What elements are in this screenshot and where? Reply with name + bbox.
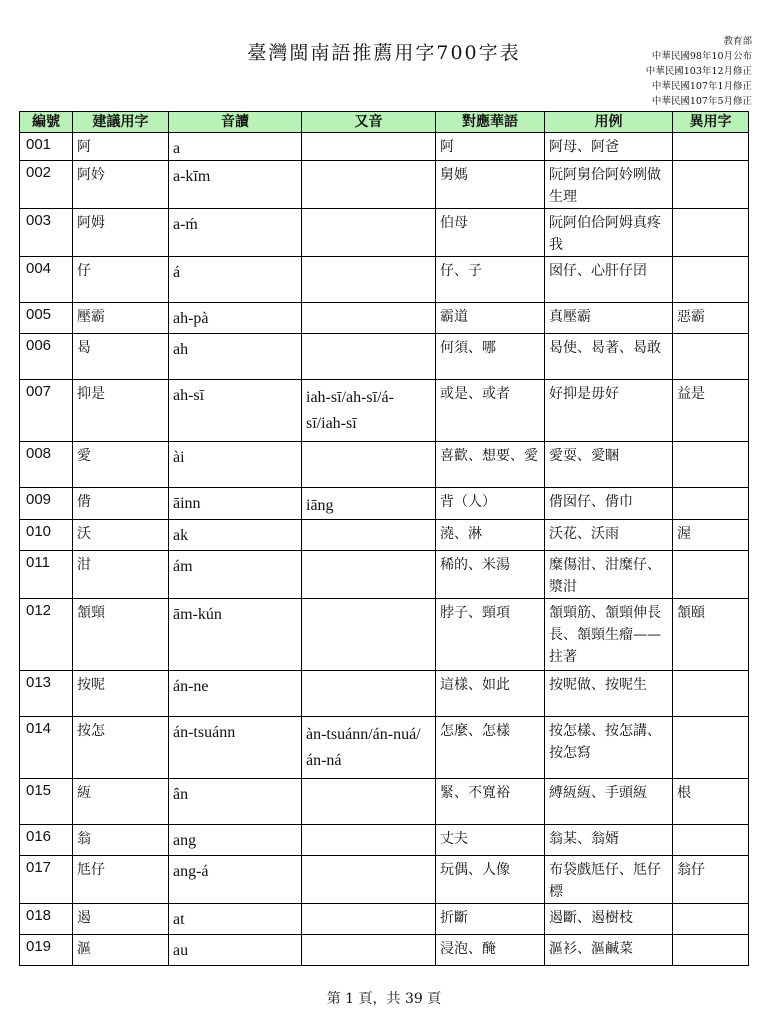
recommended-character: 壓霸	[73, 303, 169, 334]
alternate-reading	[302, 334, 436, 380]
variant-character	[673, 334, 749, 380]
row-number: 009	[20, 488, 73, 520]
table-row	[20, 779, 749, 825]
variant-character	[673, 551, 749, 599]
usage-example: 愛耍、愛睏	[545, 442, 673, 488]
reading: ân	[169, 779, 302, 825]
table-row	[20, 380, 749, 442]
recommended-character: 按怎	[73, 717, 169, 779]
alternate-reading	[302, 303, 436, 334]
usage-example: 遏斷、遏樹枝	[545, 904, 673, 935]
table-row	[20, 303, 749, 334]
alternate-reading: iah-sī/ah-sī/á-sī/iah-sī	[302, 380, 436, 442]
variant-character	[673, 717, 749, 779]
mandarin-equivalent: 霸道	[436, 303, 545, 334]
table-row	[20, 488, 749, 520]
reading: án-ne	[169, 671, 302, 717]
variant-character: 根	[673, 779, 749, 825]
variant-character	[673, 935, 749, 966]
variant-character	[673, 825, 749, 856]
row-number: 006	[20, 334, 73, 380]
usage-example: 按怎樣、按怎講、按怎寫	[545, 717, 673, 779]
row-number: 003	[20, 209, 73, 257]
usage-example: 按呢做、按呢生	[545, 671, 673, 717]
mandarin-equivalent: 背（人）	[436, 488, 545, 520]
usage-example: 糜傷泔、泔糜仔、漿泔	[545, 551, 673, 599]
mandarin-equivalent: 緊、不寬裕	[436, 779, 545, 825]
table-row	[20, 599, 749, 671]
row-number: 005	[20, 303, 73, 334]
mandarin-equivalent: 喜歡、想要、愛	[436, 442, 545, 488]
table-header-row	[20, 112, 749, 133]
recommended-character: 漚	[73, 935, 169, 966]
mandarin-equivalent: 舅媽	[436, 161, 545, 209]
recommended-character: 阿姆	[73, 209, 169, 257]
table-row	[20, 161, 749, 209]
variant-character: 惡霸	[673, 303, 749, 334]
reading: a	[169, 133, 302, 161]
alternate-reading	[302, 825, 436, 856]
mandarin-equivalent: 伯母	[436, 209, 545, 257]
variant-character	[673, 671, 749, 717]
usage-example: 沃花、沃雨	[545, 520, 673, 551]
row-number: 017	[20, 856, 73, 904]
variant-character: 益是	[673, 380, 749, 442]
alternate-reading	[302, 904, 436, 935]
row-number: 019	[20, 935, 73, 966]
alternate-reading	[302, 935, 436, 966]
variant-character	[673, 488, 749, 520]
header-character: 建議用字	[73, 112, 169, 133]
reading: ài	[169, 442, 302, 488]
variant-character	[673, 904, 749, 935]
recommended-character: 絚	[73, 779, 169, 825]
alternate-reading	[302, 671, 436, 717]
usage-example: 曷使、曷著、曷敢	[545, 334, 673, 380]
row-number: 010	[20, 520, 73, 551]
recommended-character: 沃	[73, 520, 169, 551]
usage-example: 好抑是毋好	[545, 380, 673, 442]
header-number: 編號	[20, 112, 73, 133]
mandarin-equivalent: 脖子、頸項	[436, 599, 545, 671]
alternate-reading	[302, 551, 436, 599]
row-number: 018	[20, 904, 73, 935]
reading: au	[169, 935, 302, 966]
alternate-reading	[302, 161, 436, 209]
mandarin-equivalent: 折斷	[436, 904, 545, 935]
mandarin-equivalent: 丈夫	[436, 825, 545, 856]
table-row	[20, 334, 749, 380]
variant-character	[673, 442, 749, 488]
recommended-character: 泔	[73, 551, 169, 599]
variant-character	[673, 133, 749, 161]
table-row	[20, 551, 749, 599]
reading: āinn	[169, 488, 302, 520]
reading: á	[169, 257, 302, 303]
character-table	[19, 111, 749, 966]
mandarin-equivalent: 怎麼、怎樣	[436, 717, 545, 779]
alternate-reading: iāng	[302, 488, 436, 520]
table-row	[20, 671, 749, 717]
reading: án-tsuánn	[169, 717, 302, 779]
row-number: 015	[20, 779, 73, 825]
mandarin-equivalent: 浸泡、醃	[436, 935, 545, 966]
reading: a-kīm	[169, 161, 302, 209]
table-row	[20, 904, 749, 935]
reading: ah-sī	[169, 380, 302, 442]
recommended-character: 頷頸	[73, 599, 169, 671]
alternate-reading	[302, 133, 436, 161]
table-row	[20, 442, 749, 488]
mandarin-equivalent: 何須、哪	[436, 334, 545, 380]
header-alt-reading: 又音	[302, 112, 436, 133]
header-example: 用例	[545, 112, 673, 133]
table-row	[20, 856, 749, 904]
header-reading: 音讀	[169, 112, 302, 133]
variant-character	[673, 209, 749, 257]
alternate-reading	[302, 599, 436, 671]
mandarin-equivalent: 阿	[436, 133, 545, 161]
recommended-character: 曷	[73, 334, 169, 380]
reading: at	[169, 904, 302, 935]
reading: ah	[169, 334, 302, 380]
alternate-reading	[302, 257, 436, 303]
recommended-character: 愛	[73, 442, 169, 488]
alternate-reading	[302, 520, 436, 551]
usage-example: 阮阿伯佮阿姆真疼我	[545, 209, 673, 257]
recommended-character: 偝	[73, 488, 169, 520]
alternate-reading	[302, 209, 436, 257]
row-number: 012	[20, 599, 73, 671]
mandarin-equivalent: 澆、淋	[436, 520, 545, 551]
usage-example: 翁某、翁婿	[545, 825, 673, 856]
usage-example: 真壓霸	[545, 303, 673, 334]
usage-example: 阮阿舅佮阿妗咧做生理	[545, 161, 673, 209]
issuer-ministry: 教育部	[723, 36, 752, 47]
recommended-character: 遏	[73, 904, 169, 935]
row-number: 004	[20, 257, 73, 303]
reading: ám	[169, 551, 302, 599]
issuer-date: 中華民國107年5月修正	[651, 96, 752, 107]
page-number: 第 1 頁，共 39 頁	[326, 991, 442, 1007]
table-row	[20, 825, 749, 856]
reading: ak	[169, 520, 302, 551]
usage-example: 囡仔、心肝仔囝	[545, 257, 673, 303]
reading: ah-pà	[169, 303, 302, 334]
mandarin-equivalent: 玩偶、人像	[436, 856, 545, 904]
row-number: 014	[20, 717, 73, 779]
table-row	[20, 257, 749, 303]
header-mandarin: 對應華語	[436, 112, 545, 133]
table-row	[20, 209, 749, 257]
table-row	[20, 935, 749, 966]
row-number: 013	[20, 671, 73, 717]
usage-example: 偝囡仔、偝巾	[545, 488, 673, 520]
mandarin-equivalent: 或是、或者	[436, 380, 545, 442]
table-row	[20, 520, 749, 551]
page-title: 臺灣閩南語推薦用字700字表	[247, 42, 521, 64]
issuer-date: 中華民國98年10月公布	[651, 51, 752, 62]
recommended-character: 阿妗	[73, 161, 169, 209]
variant-character	[673, 161, 749, 209]
mandarin-equivalent: 這樣、如此	[436, 671, 545, 717]
mandarin-equivalent: 仔、子	[436, 257, 545, 303]
alternate-reading	[302, 779, 436, 825]
usage-example: 頷頸筋、頷頸伸長長、頷頸生瘤——拄著	[545, 599, 673, 671]
recommended-character: 尪仔	[73, 856, 169, 904]
recommended-character: 仔	[73, 257, 169, 303]
alternate-reading: àn-tsuánn/án-nuá/án-ná	[302, 717, 436, 779]
recommended-character: 阿	[73, 133, 169, 161]
usage-example: 布袋戲尪仔、尪仔標	[545, 856, 673, 904]
issuer-date: 中華民國107年1月修正	[651, 81, 752, 92]
mandarin-equivalent: 稀的、米湯	[436, 551, 545, 599]
recommended-character: 按呢	[73, 671, 169, 717]
table-row	[20, 717, 749, 779]
recommended-character: 抑是	[73, 380, 169, 442]
usage-example: 阿母、阿爸	[545, 133, 673, 161]
reading: a-ḿ	[169, 209, 302, 257]
usage-example: 漚衫、漚鹹菜	[545, 935, 673, 966]
issuer-block	[646, 34, 752, 109]
variant-character	[673, 257, 749, 303]
row-number: 001	[20, 133, 73, 161]
alternate-reading	[302, 442, 436, 488]
table-row	[20, 133, 749, 161]
row-number: 011	[20, 551, 73, 599]
alternate-reading	[302, 856, 436, 904]
row-number: 002	[20, 161, 73, 209]
row-number: 007	[20, 380, 73, 442]
row-number: 016	[20, 825, 73, 856]
reading: ang-á	[169, 856, 302, 904]
reading: ām-kún	[169, 599, 302, 671]
issuer-date: 中華民國103年12月修正	[645, 66, 752, 77]
header-variant: 異用字	[673, 112, 749, 133]
variant-character: 翁仔	[673, 856, 749, 904]
variant-character: 渥	[673, 520, 749, 551]
usage-example: 縛絚絚、手頭絚	[545, 779, 673, 825]
variant-character: 頷頤	[673, 599, 749, 671]
recommended-character: 翁	[73, 825, 169, 856]
row-number: 008	[20, 442, 73, 488]
reading: ang	[169, 825, 302, 856]
